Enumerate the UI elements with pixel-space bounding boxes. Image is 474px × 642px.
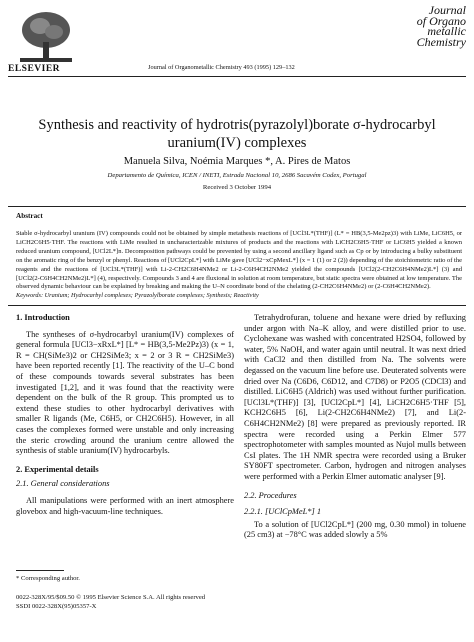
ssdi-line: SSDI 0022-328X(95)05357-X [16, 602, 97, 610]
left-column [16, 313, 234, 517]
subsection-general-considerations: 2.1. General considerations [16, 479, 110, 489]
received-date: Received 3 October 1994 [202, 184, 272, 191]
elsevier-tree-logo-icon [16, 8, 76, 64]
keywords: Keywords: Uranium; Hydrocarbyl complexes; Pyrazolylborate complexes; Synthesis; Reactivity [16, 292, 259, 299]
header-rule [8, 76, 466, 77]
solvents-paragraph: Tetrahydrofuran, toluene and hexane were dried by refluxing under argon with Na–K alloy, and were distilled prior to use. Cyclohexane was washed with concentrated H2SO4, followed by water, 5% NaOH, and water again until neutral. It was next dried with CaCl2 and then distilled from Na. The solvents were degassed on the vacuum line before use. Deuterated solvents were dried over Na (C6D6, C6D12, and C7D8) or P2O5 (CDCl3) and distilled. LiC6H5 (Aldrich) was used without further purification. [UCl3L*(THF)] [3], [UCl2CpL*] [4], LiCH2C6H5·THF [5], KCH2C6H5 [6], Li(2-CH2C6H4NMe2) [7], and Li(2-C6H4CH2NMe2) [8] were prepared as previously reported. IR spectra were recorded using a Perkin Elmer 577 spectrophotometer with samples mounted as Nujol mulls between CsI plates. The 1H NMR spectra were recorded using a Bruker SY80FT spectrometer. Carbon, hydrogen and nitrogen analyses were performed with a Perkin Elmer automatic analyser [9]. [244, 313, 466, 481]
abstract-top-rule [8, 206, 466, 207]
publisher-name: ELSEVIER [8, 64, 61, 74]
abstract-bottom-rule [8, 305, 466, 306]
introduction-paragraph: The syntheses of σ-hydrocarbyl uranium(IV) complexes of general formula [UCl3−xRxL*] [L* = HB(3,5-Me2Pz)3) (x = 1, R = CH(SiMe3)2 or CH2SiMe3; x = 2 or 3 R = CH2SiMe3) have been reported recently [1]. The reactivity of the U–C bond of these compounds towards several substrates has been investigated [1,2], and it was found that the reactivity were dependent on the bulk of the R group. This prompted us to extend these studies to other hydrocarbyl derivatives with smaller R ligands (Me, C6H5, or CH2C6H5). However, in all cases the complexes formed were unstable and only increasing the steric crowding around the uranium centre allowed the synthesis of stable uranium(IV) hydrocarbyls. [16, 329, 234, 456]
copyright-block [16, 594, 205, 611]
journal-citation: Journal of Organometallic Chemistry 493 (1995) 129–132 [148, 64, 295, 71]
subsection-compound-1: 2.2.1. [UClCpMeL*] 1 [244, 507, 322, 517]
affiliation: Departamento de Química, ICEN / INETI, Estrada Nacional 10, 2686 Sacavém Codex, Portugal [107, 172, 367, 179]
copyright-line: 0022-328X/95/$09.50 © 1995 Elsevier Science S.A. All rights reserved [16, 594, 206, 601]
abstract-text: Stable σ-hydrocarbyl uranium (IV) compounds could not be obtained by simple metathesis reactions of [UCl3L*(THF)] (L* = HB(3,5-Me2pz)3) with LiMe, LiC6H5, or LiCH2C6H5·THF. The reactions with LiMe resulted in uncharacterizable mixtures of products and the reactions with LiCH2C6H5·THF or LiC6H5 yielded a known reduced uranium compound, [UCl2L*]n. Decomposition pathways could be prevented by using a second ancillary ligand such as Cp or by introducing a bulky substituent on the aromatic ring of the benzyl or phenyl. Reactions of [UCl2CpL*] with LiMe gave [UCl2−xCpMexL*] (x = 1 (1) or 2 (2)) depending of the stoichiometric ratio of the reagents and the reactions of [UCl3L*(THF)] with Li-2-CH2C6H4NMe2 or Li-2-C6H4CH2NMe2 yielded the compounds [UCl2(2-CH2C6H4NMe2)L*] (3) and [UCl2(2-C6H4CH2NMe2)L*] (4), respectively. Compounds 3 and 4 are fluxional in solution at room temperature, but static spectra were obtained at low temperature. The observed dynamic behaviour can be explained by breaking and making the U–N coordinate bond of the chelating (2-CH2C6H4NMe2) or (2-C6H4CH2NMe2). [16, 230, 462, 291]
right-column [244, 313, 466, 541]
procedure-paragraph: To a solution of [UCl2CpL*] (200 mg, 0.30 mmol) in toluene (25 cm3) at −78°C was added slowly a 5% [244, 519, 466, 540]
journal-title-logo: Journal of Organo metallic Chemistry [416, 3, 466, 49]
article-title: Synthesis and reactivity of hydrotris(pyrazolyl)borate σ-hydrocarbyl uranium(IV) complexes [38, 117, 436, 151]
authors: Manuela Silva, Noémia Marques *, A. Pires de Matos [123, 156, 351, 167]
footnote-rule [16, 570, 64, 571]
section-heading-experimental: 2. Experimental details [16, 464, 99, 474]
general-considerations-paragraph: All manipulations were performed with an inert atmosphere glovebox and high-vacuum-line techniques. [16, 495, 234, 516]
corresponding-author-footnote: * Corresponding author. [16, 575, 80, 582]
subsection-procedures: 2.2. Procedures [244, 490, 297, 500]
section-heading-introduction: 1. Introduction [16, 313, 70, 322]
abstract-heading: Abstract [16, 212, 43, 220]
